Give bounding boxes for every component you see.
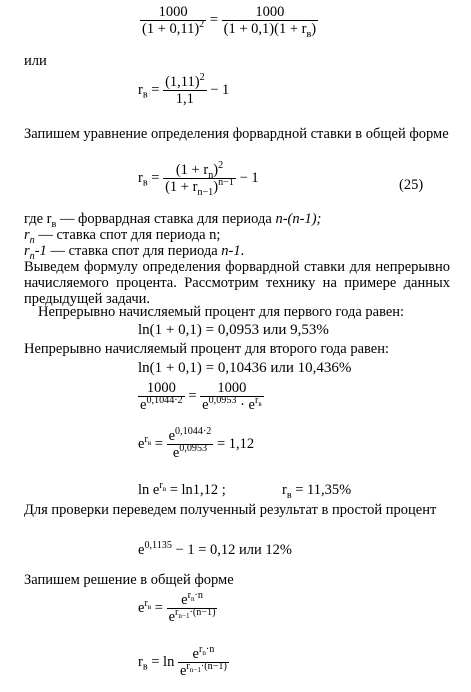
equation-2	[138, 74, 229, 107]
exponent: n−1	[218, 177, 234, 189]
subscript: в	[162, 485, 167, 494]
subscript: в	[147, 439, 152, 448]
exponent: r	[187, 590, 191, 602]
eq-text: = ln1,12 ;	[166, 482, 226, 498]
def-text: n-(n-1);	[275, 211, 322, 227]
num-text: (1 + r	[175, 162, 209, 178]
exponent: r	[175, 607, 179, 619]
subscript: в	[306, 28, 312, 40]
eq-text: = 11,35%	[291, 482, 352, 498]
denominator	[178, 663, 229, 679]
subscript: в	[142, 661, 148, 673]
paragraph-3: Непрерывно начисляемый процент для первого года равен:	[38, 304, 405, 320]
den-text: e	[179, 663, 187, 679]
subscript: в	[147, 603, 152, 612]
denominator	[138, 397, 185, 413]
equation-4: ln(1 + 0,1) = 0,0953 или 9,53%	[138, 322, 329, 338]
def-text: — ставка спот для периода n;	[34, 227, 221, 243]
fraction	[138, 380, 185, 413]
exponent: r	[254, 395, 259, 407]
paragraph-6: Запишем решение в общей форме	[24, 572, 234, 588]
numerator: 1000	[200, 380, 264, 397]
exponent: 0,0953	[179, 443, 208, 455]
fraction	[222, 4, 318, 40]
numerator: 1000	[140, 4, 206, 21]
tail: − 1	[210, 81, 230, 98]
equation-10	[138, 592, 217, 625]
subscript: в	[51, 218, 57, 230]
exponent: r	[144, 598, 148, 609]
num-text: )	[213, 162, 219, 178]
den-text: e	[140, 397, 147, 413]
equals: =	[188, 387, 197, 404]
exponent: r	[198, 644, 203, 656]
definition-3	[24, 244, 244, 260]
exponent: ·(n−1)	[189, 607, 216, 619]
lhs: r	[138, 81, 143, 98]
def-text: n-1	[221, 243, 241, 259]
exponent: r	[186, 661, 190, 673]
eq-text: e	[138, 542, 145, 558]
subscript: n	[190, 595, 195, 604]
exponent: 2	[199, 19, 205, 31]
den-text: e	[168, 609, 176, 625]
denominator	[222, 21, 318, 40]
lhs: e	[138, 435, 145, 452]
den-text: (1 + 0,1)(1 + r	[223, 21, 307, 37]
tail: = 1,12	[216, 435, 255, 452]
subscript: n−1	[189, 666, 201, 675]
denominator: 1,1	[175, 91, 194, 107]
def-text: — ставка спот для периода	[46, 243, 222, 259]
subscript: n	[29, 250, 35, 262]
definition-1	[24, 212, 321, 228]
den-text: (1 + r	[165, 179, 198, 195]
denominator	[140, 21, 206, 37]
def-text: где r	[24, 211, 52, 227]
subscript: в	[286, 489, 292, 501]
eq-text: ln e	[138, 482, 160, 498]
num-text: e	[181, 592, 188, 608]
paragraph-5: Для проверки переведем полученный результат в простой процент	[24, 502, 437, 518]
num-text: e	[168, 428, 176, 444]
denominator	[163, 177, 236, 198]
definition-2	[24, 228, 220, 244]
equation-9	[138, 540, 292, 559]
fraction	[163, 160, 236, 198]
equals: =	[154, 435, 163, 452]
denominator	[167, 609, 218, 625]
fraction	[140, 4, 206, 37]
def-text: .	[240, 243, 245, 259]
equation-8	[138, 480, 226, 499]
fraction	[178, 646, 229, 679]
den-text: )	[311, 21, 317, 37]
subscript: n	[208, 169, 214, 181]
num-text: e	[192, 646, 199, 662]
numerator	[163, 74, 207, 91]
denominator	[167, 445, 214, 461]
exponent: 0,1044·2	[175, 426, 212, 438]
equals: =	[209, 11, 219, 28]
denominator	[200, 397, 264, 413]
equation-1	[140, 4, 318, 40]
subscript: в	[258, 400, 262, 409]
den-text: · e	[236, 397, 255, 413]
def-text: — форвардная ставка для периода	[56, 211, 276, 227]
equals: =	[151, 169, 160, 186]
exponent: r	[144, 434, 148, 445]
equation-number: (25)	[399, 177, 424, 193]
exponent: 2	[218, 160, 224, 172]
den-text: (1 + 0,11)	[142, 21, 200, 37]
exponent: r	[159, 480, 163, 492]
exponent: ·n	[194, 590, 203, 602]
equation-8b	[282, 483, 351, 499]
eq-text: r	[282, 482, 287, 498]
num-text: (1,11)	[165, 74, 200, 90]
subscript: n	[202, 649, 206, 658]
equals: =	[151, 81, 160, 98]
exponent: 0,1044·2	[146, 395, 183, 407]
paragraph-2: Выведем формулу определения форвардной ставки для непрерывно начисляемого процента. Рассмотрим технику на примере данных предыдущей задачи.	[24, 259, 450, 307]
paragraph-1: Запишем уравнение определения форвардной ставки в общей форме	[24, 126, 449, 142]
exponent: 0,0953	[208, 395, 237, 407]
fraction	[167, 428, 214, 461]
exponent: 0,1135	[144, 540, 172, 552]
paragraph-4: Непрерывно начисляемый процент для второго года равен:	[24, 341, 390, 357]
den-text: e	[172, 445, 180, 461]
exponent: 2	[199, 72, 205, 84]
subscript: n−1	[178, 612, 190, 621]
subscript: в	[142, 89, 148, 101]
subscript: n−1	[197, 186, 214, 198]
lhs: e	[138, 599, 145, 616]
def-text: -1	[34, 243, 47, 259]
eq-text: − 1 = 0,12 или 12%	[171, 542, 292, 558]
exponent: ·(n−1)	[200, 661, 227, 673]
lhs: r	[138, 169, 143, 186]
fraction	[163, 74, 207, 107]
equals: = ln	[151, 653, 175, 670]
equation-7	[138, 428, 254, 461]
def-text: r	[24, 243, 30, 259]
exponent: ·n	[205, 644, 215, 656]
equals: =	[154, 599, 163, 616]
fraction	[200, 380, 264, 413]
def-text: r	[24, 227, 30, 243]
equation-5: ln(1 + 0,1) = 0,10436 или 10,436%	[138, 360, 352, 376]
tail: − 1	[239, 169, 259, 186]
lhs: r	[138, 653, 143, 670]
equation-6	[138, 380, 264, 413]
word-ili: или	[24, 53, 47, 69]
numerator: 1000	[222, 4, 318, 21]
numerator: 1000	[138, 380, 185, 397]
fraction	[167, 592, 218, 625]
den-text: )	[213, 179, 219, 195]
den-text: e	[202, 397, 209, 413]
subscript: в	[142, 177, 148, 189]
equation-3	[138, 160, 259, 198]
subscript: n	[29, 234, 35, 246]
equation-11	[138, 646, 229, 679]
